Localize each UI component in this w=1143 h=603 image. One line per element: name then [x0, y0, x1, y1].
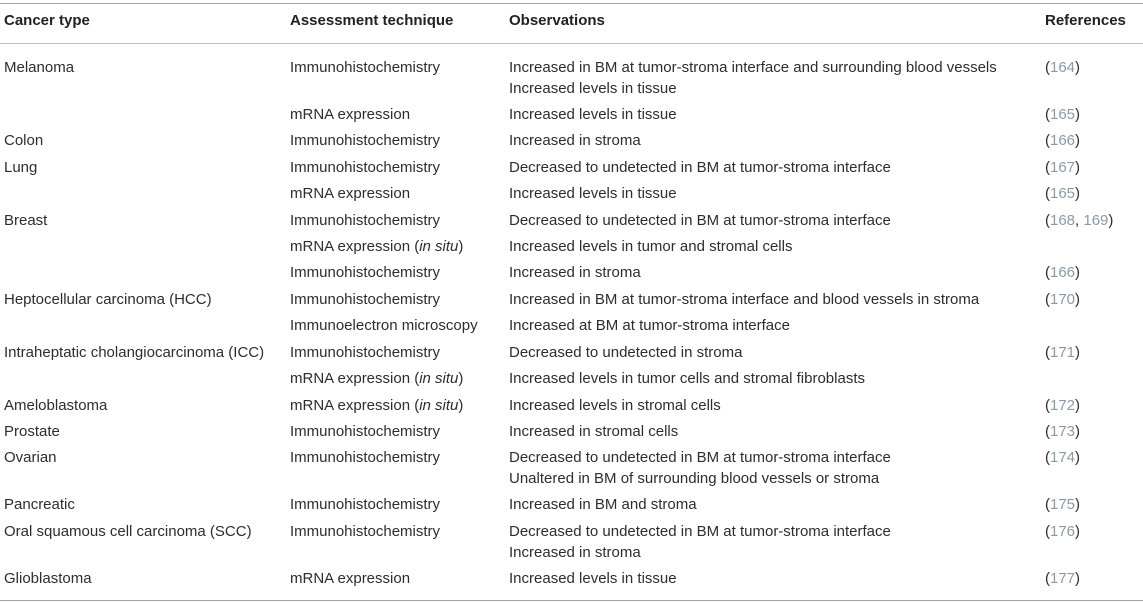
cancer-type-cell: Breast: [4, 212, 48, 229]
observations-cell: [509, 568, 677, 589]
technique-text: mRNA expression (: [290, 238, 420, 255]
observations-cell: [509, 315, 790, 336]
technique-text: Immunohistochemistry: [290, 59, 441, 76]
cancer-type-cell: Pancreatic: [4, 496, 75, 513]
technique-text: mRNA expression: [290, 106, 411, 123]
cancer-type-cell: Oral squamous cell carcinoma (SCC): [4, 523, 252, 540]
observations-cell: [509, 183, 677, 204]
observation-line: Decreased to undetected in stroma: [509, 344, 743, 361]
references-cell: (166): [1045, 132, 1081, 149]
reference-link[interactable]: 166: [1050, 132, 1076, 149]
technique-text: Immunohistochemistry: [290, 291, 441, 308]
technique-cell: [290, 157, 440, 178]
references-cell: (172): [1045, 397, 1081, 414]
technique-cell: [290, 521, 440, 542]
cancer-type-cell: Intraheptatic cholangiocarcinoma (ICC): [4, 344, 265, 361]
observation-line: Increased levels in tumor cells and stromal fibroblasts: [509, 370, 865, 387]
reference-link[interactable]: 176: [1050, 523, 1076, 540]
technique-text: mRNA expression (: [290, 397, 420, 414]
references-cell: (165): [1045, 106, 1081, 123]
reference-link[interactable]: 174: [1050, 449, 1076, 466]
cancer-type-cell: Ovarian: [4, 449, 57, 466]
technique-italic-text: in situ: [419, 397, 459, 414]
reference-link[interactable]: 171: [1050, 344, 1076, 361]
technique-text: Immunohistochemistry: [290, 523, 441, 540]
technique-text: Immunohistochemistry: [290, 132, 441, 149]
cancer-type-cell: Melanoma: [4, 59, 75, 76]
technique-cell: [290, 104, 410, 125]
cancer-type-cell: Prostate: [4, 423, 60, 440]
observations-cell: [509, 395, 721, 416]
observation-line: Decreased to undetected in BM at tumor-stroma interface: [509, 523, 891, 540]
cancer-type-cell: Ameloblastoma: [4, 397, 108, 414]
technique-cell: [290, 236, 463, 257]
technique-cell: [290, 130, 440, 151]
reference-link[interactable]: 172: [1050, 397, 1076, 414]
observation-line: Increased in stroma: [509, 132, 641, 149]
reference-link[interactable]: 170: [1050, 291, 1076, 308]
references-cell: (174): [1045, 449, 1081, 466]
technique-cell: [290, 210, 440, 231]
observations-cell: [509, 157, 891, 178]
technique-text: ): [458, 238, 464, 255]
table-top-rule: [0, 3, 1143, 4]
observations-cell: [509, 342, 742, 363]
reference-link[interactable]: 175: [1050, 496, 1076, 513]
header-rule: [0, 43, 1143, 44]
technique-text: mRNA expression (: [290, 370, 420, 387]
technique-cell: [290, 368, 463, 389]
technique-cell: [290, 395, 463, 416]
observation-line: Increased levels in stromal cells: [509, 397, 721, 414]
technique-text: Immunohistochemistry: [290, 212, 441, 229]
table-bottom-rule: [0, 600, 1143, 601]
technique-text: Immunohistochemistry: [290, 264, 441, 281]
technique-cell: [290, 447, 440, 468]
observation-line: Increased in BM and stroma: [509, 496, 697, 513]
observation-line: Increased levels in tissue: [509, 80, 677, 97]
technique-cell: [290, 183, 410, 204]
observations-cell: [509, 421, 678, 442]
observation-line: Increased at BM at tumor-stroma interface: [509, 317, 790, 334]
observations-cell: [509, 210, 891, 231]
technique-cell: [290, 289, 440, 310]
observations-cell: [509, 262, 641, 283]
observation-line: Increased levels in tissue: [509, 106, 677, 123]
technique-text: Immunohistochemistry: [290, 159, 441, 176]
technique-text: ): [458, 397, 464, 414]
references-cell: (166): [1045, 264, 1081, 281]
references-cell: (168, 169): [1045, 212, 1114, 229]
observations-cell: [509, 130, 641, 151]
technique-cell: [290, 494, 440, 515]
header-references: References: [1045, 12, 1126, 29]
technique-cell: [290, 57, 440, 78]
technique-cell: [290, 262, 440, 283]
technique-text: Immunohistochemistry: [290, 344, 441, 361]
observations-cell: [509, 494, 697, 515]
observation-line: Decreased to undetected in BM at tumor-stroma interface: [509, 449, 891, 466]
header-cancer-type: Cancer type: [4, 12, 90, 29]
observations-cell: [509, 104, 677, 125]
cancer-type-cell: Glioblastoma: [4, 570, 92, 587]
references-cell: (164): [1045, 59, 1081, 76]
observation-line: Increased levels in tumor and stromal cells: [509, 238, 793, 255]
technique-text: Immunoelectron microscopy: [290, 317, 478, 334]
technique-cell: [290, 568, 410, 589]
cancer-type-cell: Heptocellular carcinoma (HCC): [4, 291, 212, 308]
observation-line: Increased in stroma: [509, 264, 641, 281]
observation-line: Increased levels in tissue: [509, 570, 677, 587]
observations-cell: [509, 236, 792, 257]
references-cell: (170): [1045, 291, 1081, 308]
technique-text: Immunohistochemistry: [290, 496, 441, 513]
technique-text: mRNA expression: [290, 185, 411, 202]
reference-link[interactable]: 169: [1083, 212, 1109, 229]
header-observations: Observations: [509, 12, 605, 29]
reference-link[interactable]: 173: [1050, 423, 1076, 440]
technique-italic-text: in situ: [419, 238, 459, 255]
observation-line: Increased in stroma: [509, 544, 641, 561]
technique-cell: [290, 315, 478, 336]
references-cell: (165): [1045, 185, 1081, 202]
references-cell: (167): [1045, 159, 1081, 176]
observation-line: Decreased to undetected in BM at tumor-stroma interface: [509, 159, 891, 176]
observations-cell: [509, 447, 891, 489]
observation-line: Increased in BM at tumor-stroma interface and surrounding blood vessels: [509, 59, 997, 76]
references-cell: (173): [1045, 423, 1081, 440]
observations-cell: [509, 521, 891, 563]
observations-cell: [509, 57, 997, 99]
cancer-type-cell: Colon: [4, 132, 44, 149]
observations-cell: [509, 289, 979, 310]
reference-link[interactable]: 168: [1050, 212, 1076, 229]
reference-link[interactable]: 177: [1050, 570, 1076, 587]
header-assessment-technique: Assessment technique: [290, 12, 454, 29]
technique-text: ): [458, 370, 464, 387]
technique-cell: [290, 421, 440, 442]
observation-line: Decreased to undetected in BM at tumor-stroma interface: [509, 212, 891, 229]
cancer-type-cell: Lung: [4, 159, 38, 176]
technique-text: mRNA expression: [290, 570, 411, 587]
references-cell: (175): [1045, 496, 1081, 513]
observations-cell: [509, 368, 865, 389]
reference-link[interactable]: 165: [1050, 185, 1076, 202]
observation-line: Increased in BM at tumor-stroma interface and blood vessels in stroma: [509, 291, 980, 308]
technique-text: Immunohistochemistry: [290, 423, 441, 440]
technique-text: Immunohistochemistry: [290, 449, 441, 466]
observation-line: Increased levels in tissue: [509, 185, 677, 202]
observation-line: Unaltered in BM of surrounding blood vessels or stroma: [509, 470, 880, 487]
references-cell: (171): [1045, 344, 1081, 361]
technique-italic-text: in situ: [419, 370, 459, 387]
observation-line: Increased in stromal cells: [509, 423, 679, 440]
reference-link[interactable]: 167: [1050, 159, 1076, 176]
reference-link[interactable]: 165: [1050, 106, 1076, 123]
references-cell: (176): [1045, 523, 1081, 540]
reference-link[interactable]: 166: [1050, 264, 1076, 281]
technique-cell: [290, 342, 440, 363]
references-cell: (177): [1045, 570, 1081, 587]
reference-link[interactable]: 164: [1050, 59, 1076, 76]
